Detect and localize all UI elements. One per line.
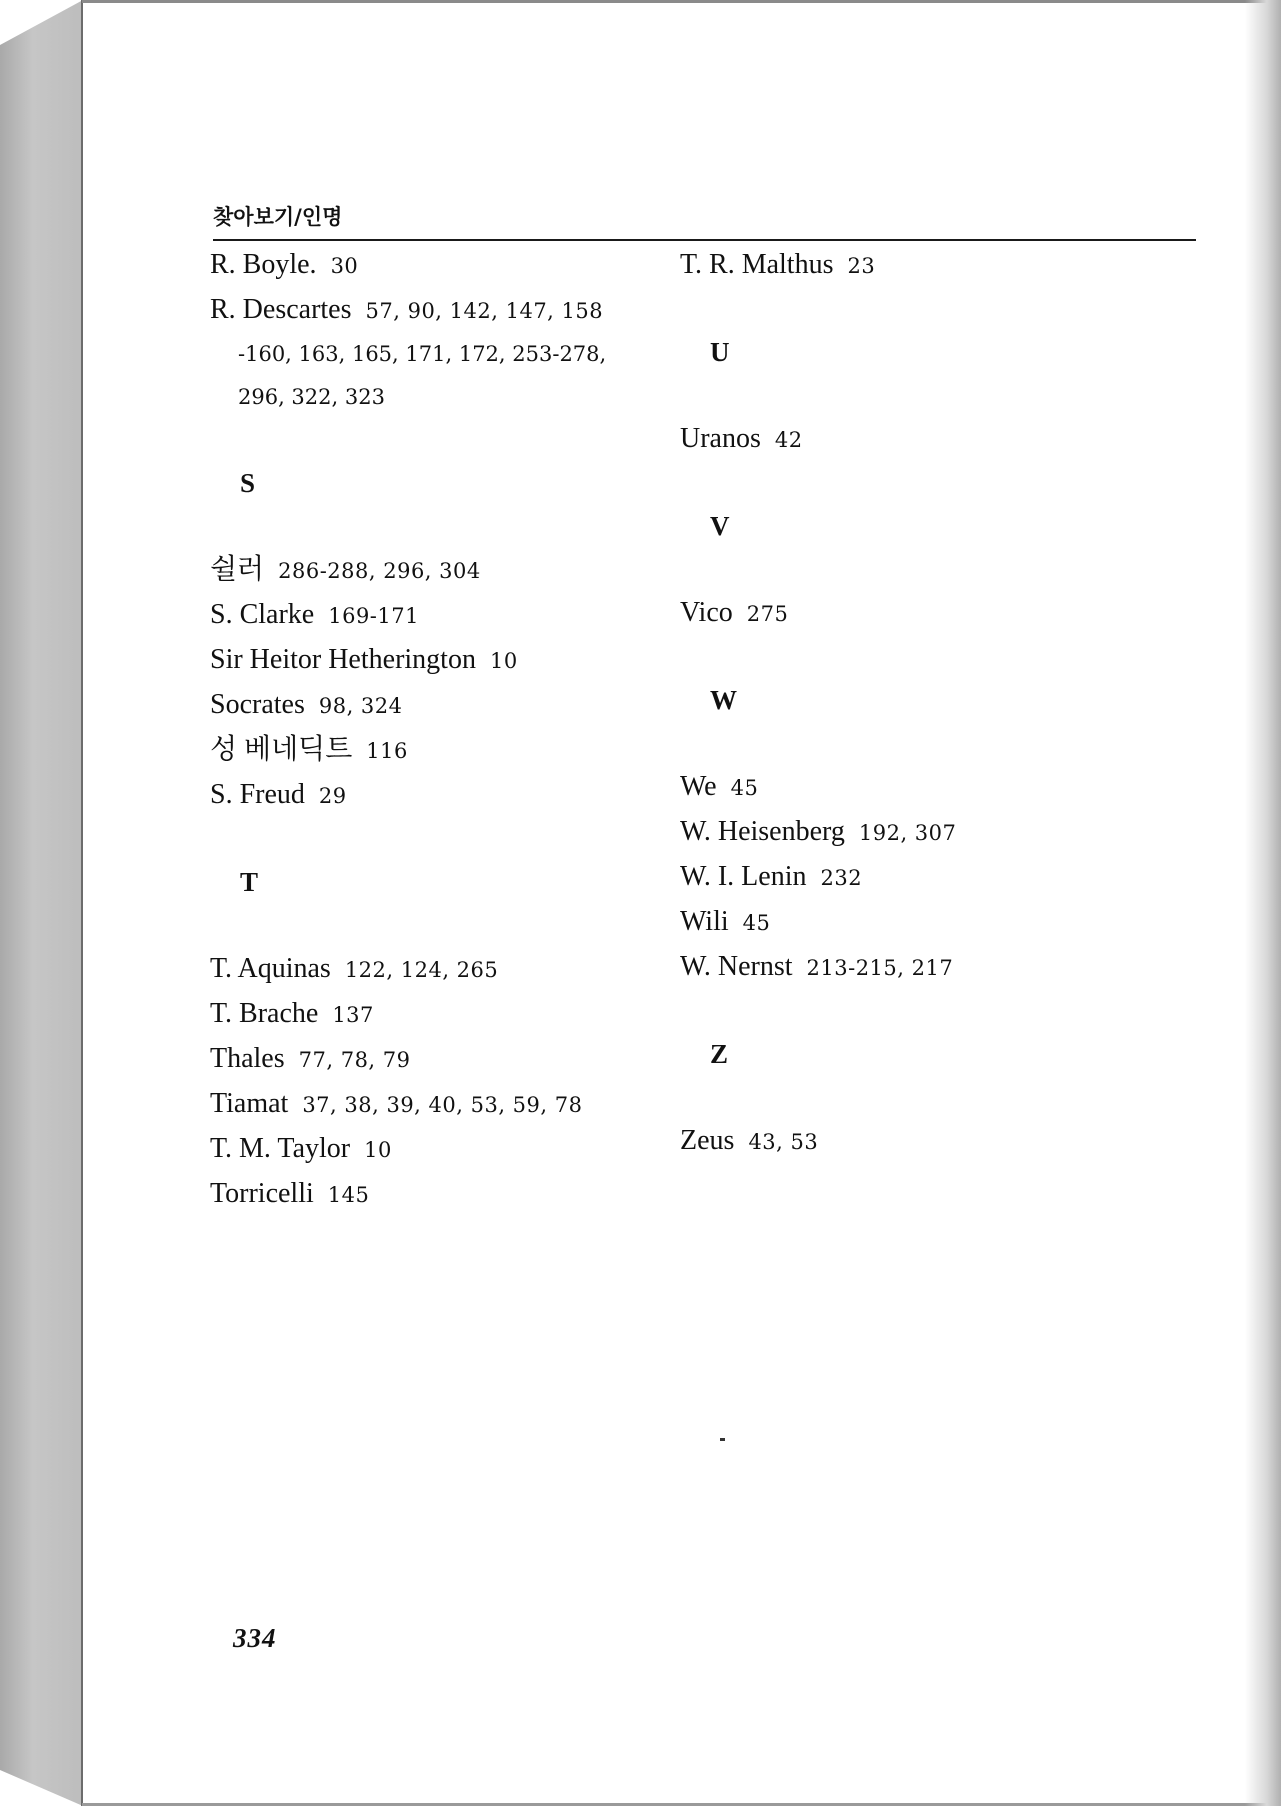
- spacer: [210, 818, 670, 861]
- section-letter: T: [240, 867, 259, 897]
- entry-pages: 232: [820, 866, 863, 890]
- entry-name: S. Freud: [210, 779, 305, 810]
- entry-name: W. Heisenberg: [680, 816, 845, 847]
- entry-pages: 137: [332, 1003, 374, 1027]
- entry-name: Torricelli: [210, 1178, 314, 1209]
- section-letter: Z: [710, 1039, 729, 1069]
- entry-pages: 145: [327, 1183, 370, 1207]
- entry-pages: 45: [742, 911, 771, 935]
- entry-pages: 192, 307: [858, 821, 957, 845]
- header-title: 찾아보기/인명: [213, 205, 343, 229]
- entry-pages: 10: [364, 1138, 392, 1162]
- entry-name: 성 베네딕트: [210, 734, 353, 765]
- print-speck: [720, 1438, 725, 1441]
- entry-name: T. M. Taylor: [210, 1133, 351, 1164]
- running-header: [213, 201, 1196, 241]
- entry-name: S. Clarke: [210, 599, 315, 630]
- entry-pages: 23: [847, 254, 876, 278]
- entry-pages: 213-215, 217: [806, 956, 954, 980]
- entry-name: T. R. Malthus: [680, 249, 834, 280]
- index-entry: [210, 548, 670, 593]
- entry-name: Thales: [210, 1043, 285, 1074]
- index-entry: [210, 1127, 670, 1172]
- spacer: [210, 419, 670, 462]
- section-letter: V: [710, 511, 730, 541]
- index-entry: [210, 1037, 670, 1082]
- index-entry: [680, 243, 1140, 288]
- section-letter: U: [710, 337, 730, 367]
- page-number: 334: [233, 1623, 277, 1653]
- entry-name: Socrates: [210, 689, 305, 720]
- entry-name: R. Boyle.: [210, 249, 317, 280]
- index-column-left: [210, 243, 670, 1217]
- entry-pages: 45: [730, 776, 759, 800]
- entry-pages: 275: [746, 602, 789, 626]
- entry-name: T. Aquinas: [210, 953, 331, 984]
- entry-pages: 57, 90, 142, 147, 158: [365, 299, 604, 323]
- index-entry: [210, 992, 670, 1037]
- entry-pages: 29: [318, 784, 347, 808]
- entry-pages: 169-171: [328, 604, 419, 628]
- entry-pages: 37, 38, 39, 40, 53, 59, 78: [302, 1093, 583, 1117]
- spacer: [210, 505, 670, 548]
- entry-name: Uranos: [680, 423, 761, 454]
- entry-name: We: [680, 771, 717, 802]
- entry-pages-continued: -160, 163, 165, 171, 172, 253-278,: [238, 342, 607, 366]
- index-entry: [680, 945, 1140, 990]
- index-entry: [210, 638, 670, 683]
- entry-name: W. Nernst: [680, 951, 793, 982]
- entry-pages: 98, 324: [318, 694, 403, 718]
- index-column-right: [680, 243, 1140, 1164]
- entry-pages: 10: [489, 649, 518, 673]
- spacer: [680, 636, 1140, 679]
- spacer: [680, 1076, 1140, 1119]
- entry-name: 쉴러: [210, 554, 265, 585]
- entry-pages: 43, 53: [748, 1130, 819, 1154]
- entry-name: Vico: [680, 597, 733, 628]
- book-spine-edge: [0, 0, 83, 1806]
- entry-name: W. I. Lenin: [680, 861, 807, 892]
- index-entry: [680, 855, 1140, 900]
- entry-pages-continued: 296, 322, 323: [238, 385, 385, 409]
- entry-pages: 286-288, 296, 304: [278, 559, 481, 583]
- spacer: [210, 904, 670, 947]
- entry-pages: 77, 78, 79: [298, 1048, 411, 1072]
- spacer: [680, 374, 1140, 417]
- index-entry: [210, 728, 670, 773]
- index-entry: [680, 417, 1140, 462]
- entry-name: Zeus: [680, 1125, 735, 1156]
- entry-name: Sir Heitor Hetherington: [210, 644, 476, 675]
- spacer: [680, 990, 1140, 1033]
- index-entry: [210, 773, 670, 818]
- entry-name: T. Brache: [210, 998, 319, 1029]
- index-entry: [680, 900, 1140, 945]
- index-entry: [210, 593, 670, 638]
- index-entry: [680, 1119, 1140, 1164]
- index-entry: [680, 591, 1140, 636]
- entry-pages: 42: [774, 428, 803, 452]
- entry-name: Tiamat: [210, 1088, 289, 1119]
- index-entry: [210, 683, 670, 728]
- index-page: [83, 3, 1245, 1803]
- index-entry: [210, 1082, 670, 1127]
- index-entry: [210, 947, 670, 992]
- index-entry: [210, 243, 670, 288]
- index-entry: [680, 765, 1140, 810]
- index-entry: [210, 1172, 670, 1217]
- spacer: [680, 462, 1140, 505]
- entry-pages: 116: [366, 739, 408, 763]
- spacer: [680, 548, 1140, 591]
- index-entry: [680, 810, 1140, 855]
- index-entry: [210, 288, 670, 333]
- spacer: [680, 722, 1140, 765]
- entry-pages: 122, 124, 265: [344, 958, 499, 982]
- entry-pages: 30: [330, 254, 359, 278]
- spacer: [680, 288, 1140, 331]
- section-letter: W: [710, 685, 737, 715]
- entry-name: R. Descartes: [210, 294, 352, 325]
- right-page-shadow: [1245, 0, 1281, 1806]
- section-letter: S: [240, 468, 256, 498]
- entry-name: Wili: [680, 906, 729, 937]
